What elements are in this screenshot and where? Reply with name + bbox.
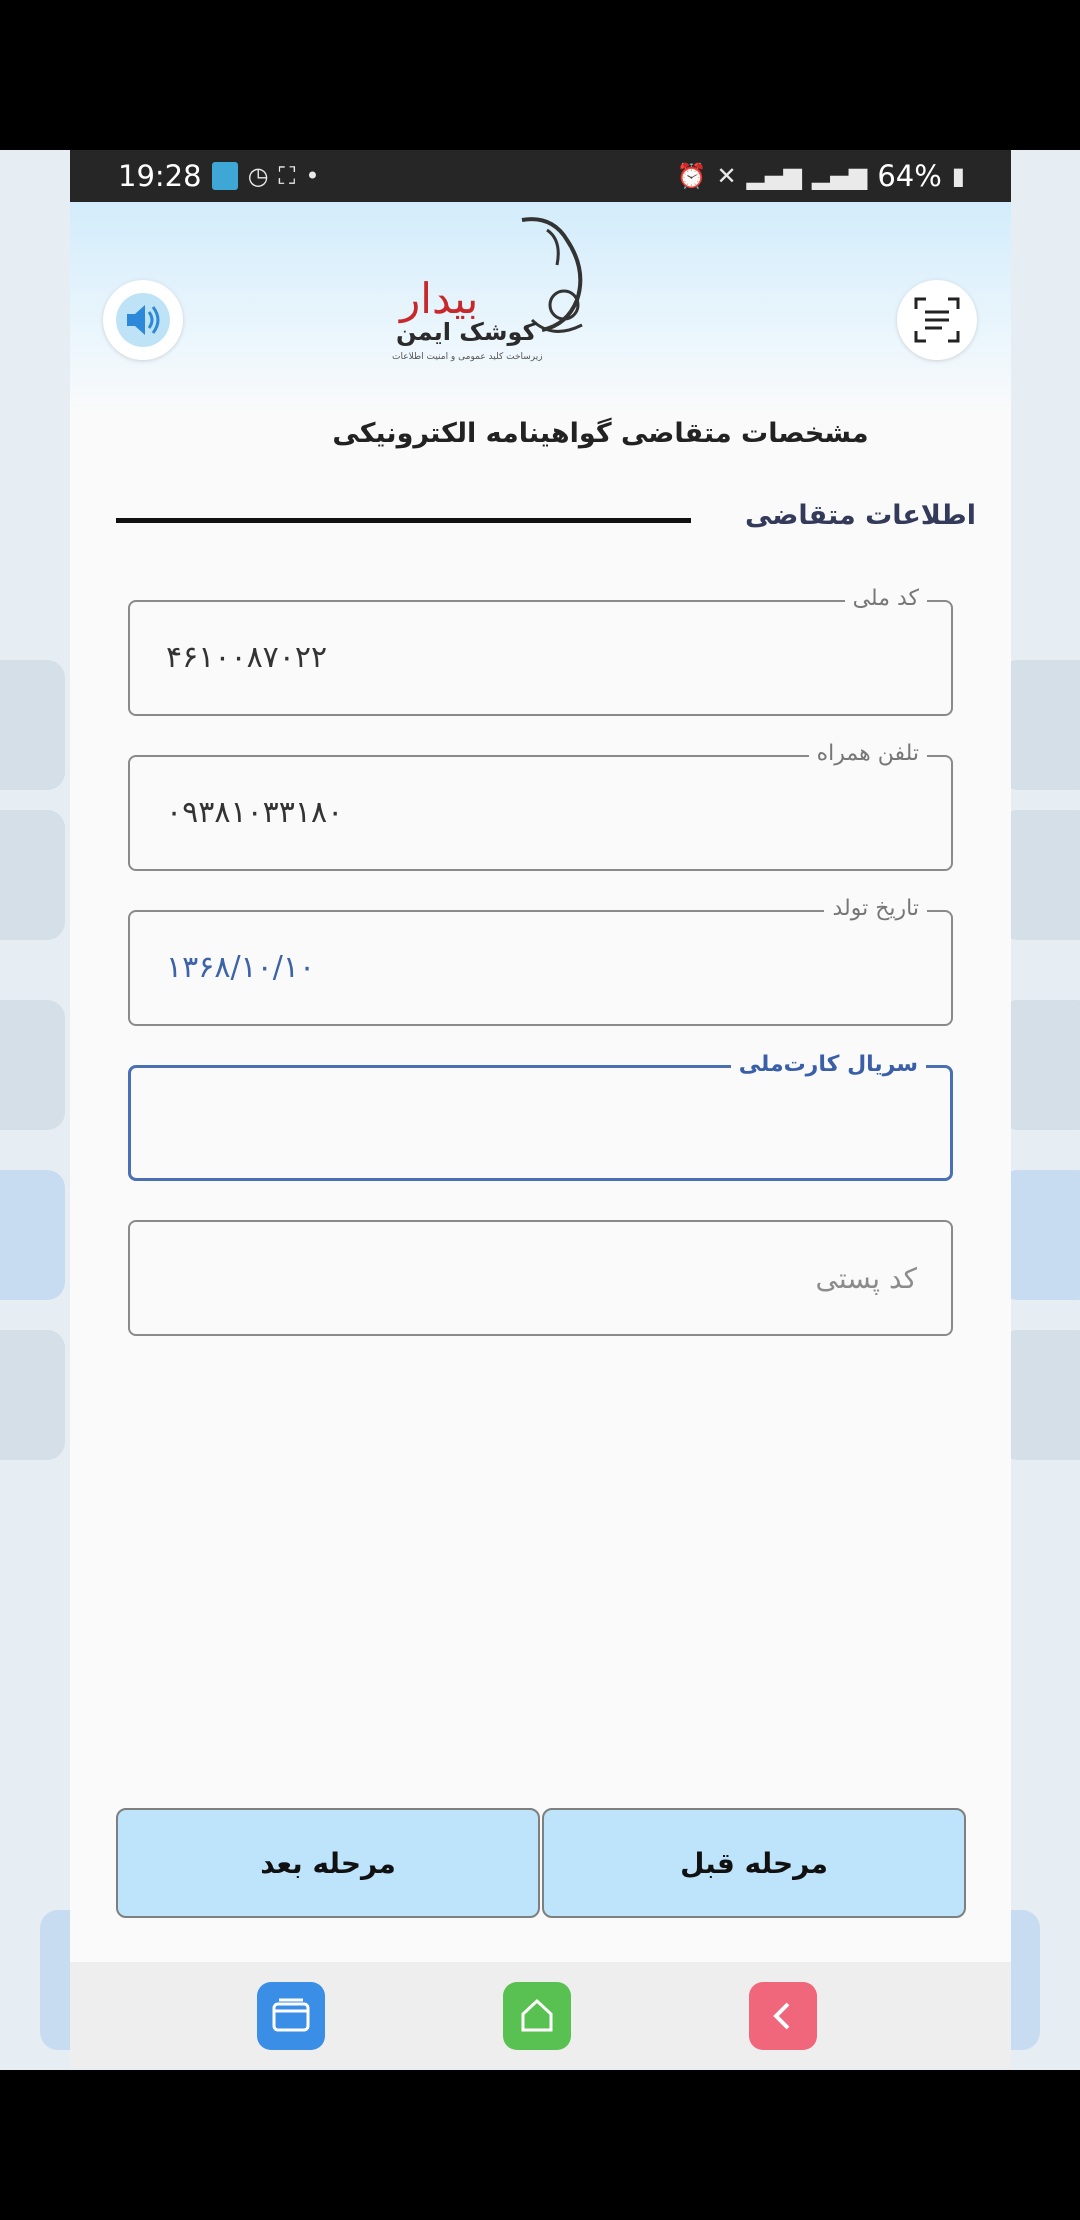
home-button[interactable]: [503, 1982, 571, 2050]
app-screen: [70, 150, 1011, 2068]
national-code-value: ۴۶۱۰۰۸۷۰۲۲: [166, 640, 328, 675]
back-arrow-icon: [765, 1998, 801, 2034]
next-step-button[interactable]: مرحله بعد: [116, 1808, 540, 1918]
birth-date-value: ۱۳۶۸/۱۰/۱۰: [166, 950, 316, 985]
mobile-field[interactable]: [128, 741, 953, 871]
speaker-icon: [115, 292, 171, 348]
mobile-label: تلفن همراه: [809, 741, 927, 766]
logo-tagline: زیرساخت کلید عمومی و امنیت اطلاعات: [392, 352, 543, 362]
app-header: [70, 202, 1011, 415]
app-logo: [392, 210, 622, 380]
signal-icon-2: ▂▄▆: [811, 162, 868, 190]
card-serial-field[interactable]: [128, 1052, 953, 1181]
previous-step-button[interactable]: مرحله قبل: [542, 1808, 966, 1918]
section-title: اطلاعات متقاضی: [744, 500, 976, 531]
screenshot-icon: ⛶: [278, 162, 296, 190]
card-serial-label: سریال کارت‌ملی: [731, 1052, 926, 1077]
mute-icon: ✕: [716, 162, 737, 190]
sound-button[interactable]: [103, 280, 183, 360]
postal-code-field[interactable]: [128, 1220, 953, 1336]
birth-date-label: تاریخ تولد: [824, 896, 927, 921]
battery-percent: 64%: [877, 159, 942, 193]
section-divider: [116, 518, 691, 523]
calendar-icon: [212, 162, 238, 190]
birth-date-field[interactable]: [128, 896, 953, 1026]
recents-icon: [271, 1998, 311, 2034]
signal-icon: ▂▄▆: [746, 162, 802, 190]
alarm-icon: ⏰: [676, 162, 707, 190]
scan-button[interactable]: [897, 280, 977, 360]
mobile-value: ۰۹۳۸۱۰۳۳۱۸۰: [166, 795, 344, 830]
postal-code-placeholder: کد پستی: [815, 1262, 917, 1295]
recents-button[interactable]: [257, 1982, 325, 2050]
battery-icon: ▮: [951, 162, 965, 190]
logo-title: بیدار: [400, 274, 479, 323]
status-bar: [70, 150, 1011, 202]
back-button[interactable]: [749, 1982, 817, 2050]
national-code-label: کد ملی: [845, 586, 927, 611]
logo-subtitle: کوشک ایمن: [396, 318, 537, 346]
dot-icon: •: [305, 162, 320, 190]
status-time: 19:28: [118, 159, 202, 193]
scan-icon: [912, 295, 962, 345]
home-icon: [517, 1996, 557, 2036]
clock-icon: ◷: [247, 162, 269, 190]
national-code-field[interactable]: [128, 586, 953, 716]
system-nav-bar: [70, 1962, 1011, 2068]
page-title: مشخصات متقاضی گواهینامه الکترونیکی: [332, 418, 869, 449]
section-header: [116, 500, 976, 540]
